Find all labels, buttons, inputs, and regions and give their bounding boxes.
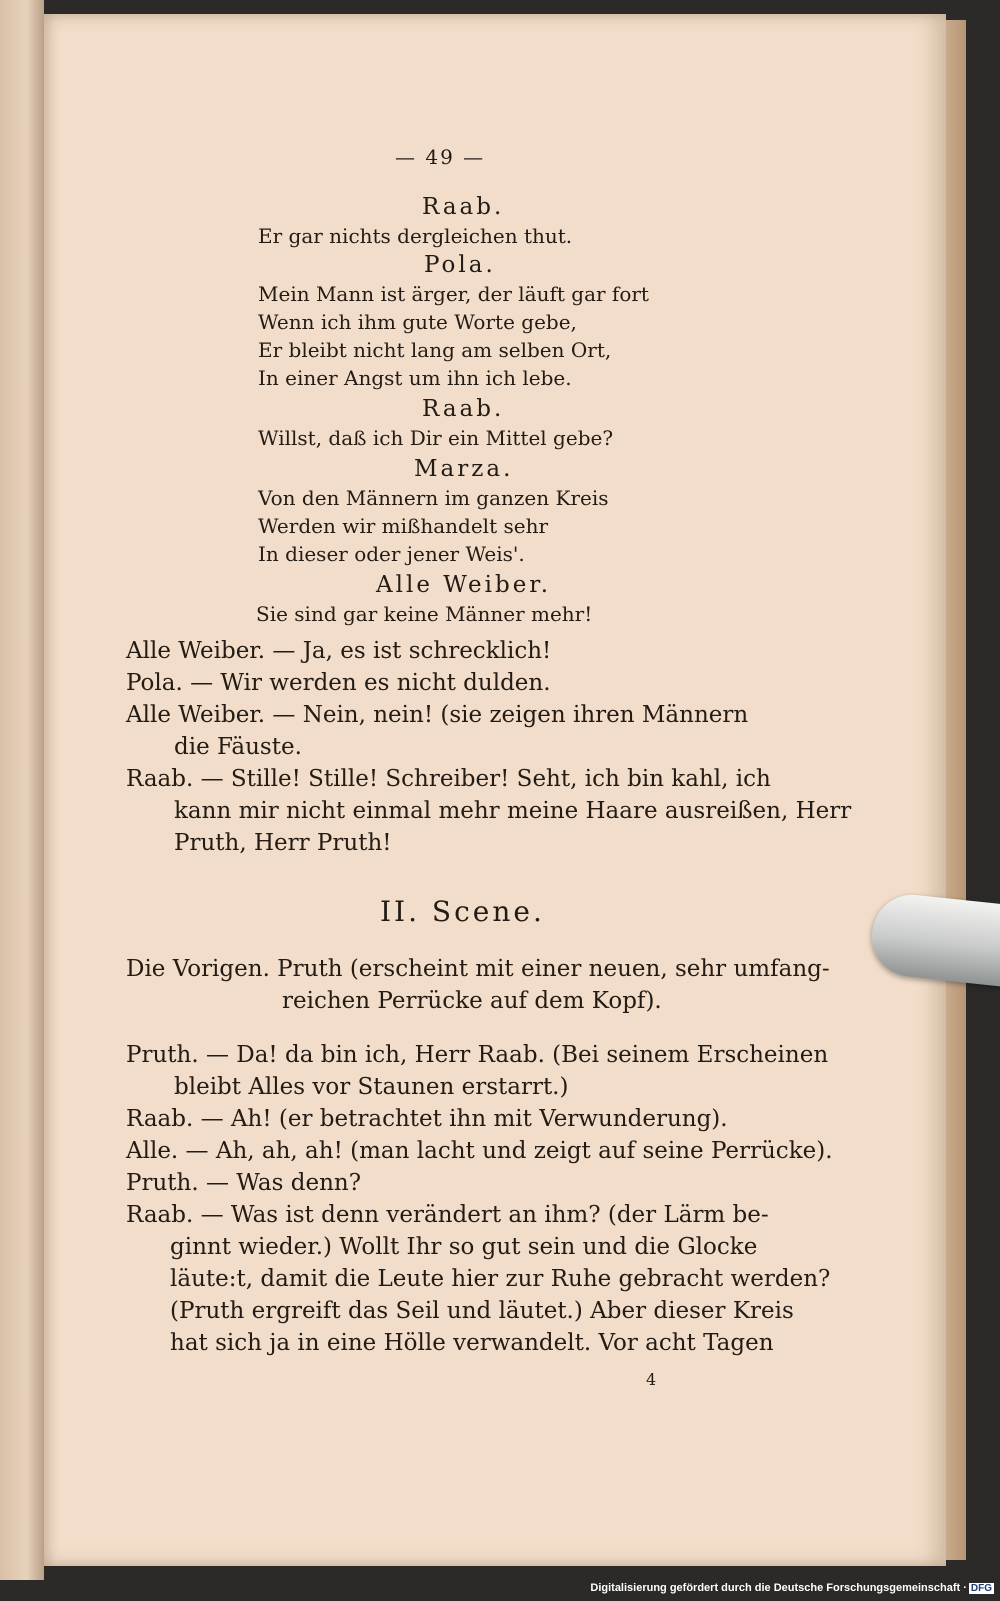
prose-line: ginnt wieder.) Wollt Ihr so gut sein und die Glocke — [170, 1234, 758, 1260]
speaker-heading: Pola. — [424, 252, 496, 278]
speaker-heading: Marza. — [414, 456, 514, 482]
stage-direction: Die Vorigen. Pruth (erscheint mit einer neuen, sehr umfang- — [126, 956, 830, 982]
verse-line: In einer Angst um ihn ich lebe. — [258, 366, 572, 390]
credit-text: Digitalisierung gefördert durch die Deutsche Forschungsgemeinschaft · — [590, 1582, 967, 1594]
verse-line: Wenn ich ihm gute Worte gebe, — [258, 310, 577, 334]
prose-line: Raab. — Stille! Stille! Schreiber! Seht, ich bin kahl, ich — [126, 766, 771, 792]
verse-line: In dieser oder jener Weis'. — [258, 542, 525, 566]
prose-line: die Fäuste. — [174, 734, 302, 760]
scene-heading: II. Scene. — [380, 895, 545, 928]
speaker-heading: Alle Weiber. — [376, 572, 552, 598]
prose-line: Alle Weiber. — Ja, es ist schrecklich! — [126, 638, 552, 664]
prose-line: Raab. — Was ist denn verändert an ihm? (der Lärm be- — [126, 1202, 769, 1228]
speaker-heading: Raab. — [422, 194, 505, 220]
prose-line: hat sich ja in eine Hölle verwandelt. Vor acht Tagen — [170, 1330, 774, 1356]
verse-line: Von den Männern im ganzen Kreis — [258, 486, 609, 510]
left-page-edge — [0, 0, 44, 1580]
signature-mark: 4 — [646, 1370, 657, 1389]
verse-line: Willst, daß ich Dir ein Mittel gebe? — [258, 426, 614, 450]
page-number: — 49 — — [395, 145, 486, 169]
prose-line: (Pruth ergreift das Seil und läutet.) Aber dieser Kreis — [170, 1298, 794, 1324]
prose-line: Raab. — Ah! (er betrachtet ihn mit Verwunderung). — [126, 1106, 728, 1132]
prose-line: Alle. — Ah, ah, ah! (man lacht und zeigt auf seine Perrücke). — [126, 1138, 833, 1164]
dfg-logo: DFG — [970, 1583, 992, 1594]
verse-line: Er bleibt nicht lang am selben Ort, — [258, 338, 612, 362]
stage-direction: reichen Perrücke auf dem Kopf). — [282, 988, 662, 1014]
prose-line: bleibt Alles vor Staunen erstarrt.) — [174, 1074, 569, 1100]
prose-line: Pruth. — Da! da bin ich, Herr Raab. (Bei seinem Erscheinen — [126, 1042, 829, 1068]
prose-line: Pruth, Herr Pruth! — [174, 830, 392, 856]
prose-line: läute:t, damit die Leute hier zur Ruhe gebracht werden? — [170, 1266, 831, 1292]
prose-line: Pruth. — Was denn? — [126, 1170, 362, 1196]
verse-line: Er gar nichts dergleichen thut. — [258, 224, 573, 248]
verse-line: Werden wir mißhandelt sehr — [258, 514, 549, 538]
prose-line: Alle Weiber. — Nein, nein! (sie zeigen ihren Männern — [126, 702, 749, 728]
prose-line: Pola. — Wir werden es nicht dulden. — [126, 670, 551, 696]
speaker-heading: Raab. — [422, 396, 505, 422]
digitization-credit — [590, 1582, 994, 1594]
verse-line: Mein Mann ist ärger, der läuft gar fort — [258, 282, 649, 306]
prose-line: kann mir nicht einmal mehr meine Haare ausreißen, Herr — [174, 798, 852, 824]
verse-line: Sie sind gar keine Männer mehr! — [256, 602, 593, 626]
